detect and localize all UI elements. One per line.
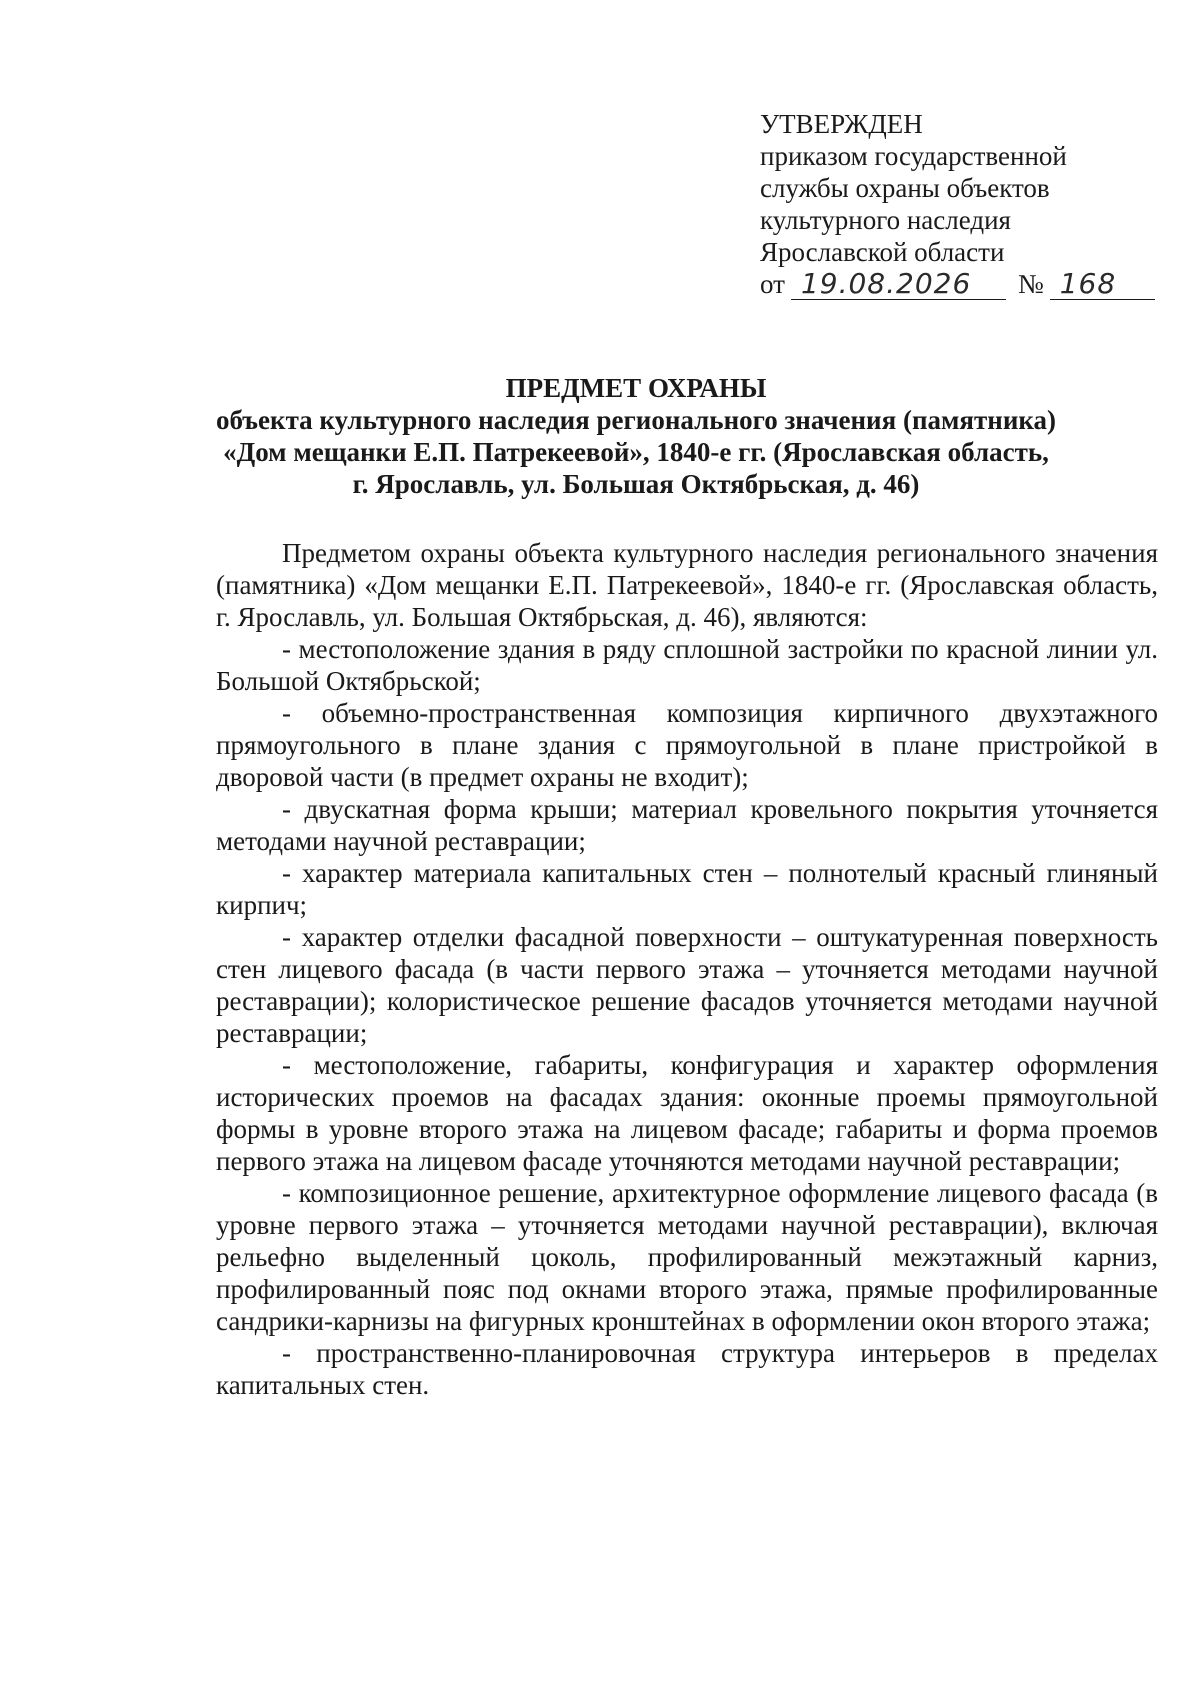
- order-number: 168: [1050, 269, 1155, 300]
- protection-item: - объемно-пространственная композиция кирпичного двухэтажного прямоугольного в плане здания с прямоугольной в плане пристройкой в дворовой части (в предмет охраны не входит);: [216, 698, 1158, 792]
- heading-line: объекта культурного наследия регионального значения (памятника): [215, 405, 1057, 435]
- protection-item: - двускатная форма крыши; материал кровельного покрытия уточняется методами научной реставрации;: [216, 794, 1158, 856]
- number-sign: №: [1017, 269, 1044, 299]
- heading-title: ПРЕДМЕТ ОХРАНЫ: [505, 373, 767, 403]
- protection-item: - характер отделки фасадной поверхности – оштукатуренная поверхность стен лицевого фасада (в части первого этажа – уточняется методами научной реставрации); колористическое решение фасадов уточняется методами научной реставрации;: [216, 922, 1158, 1048]
- approval-line: культурного наследия: [760, 205, 1011, 235]
- heading-line: г. Ярославль, ул. Большая Октябрьская, д. 46): [352, 469, 920, 499]
- document-body: [216, 537, 1158, 1401]
- heading-line: «Дом мещанки Е.П. Патрекеевой», 1840-е гг. (Ярославская область,: [223, 437, 1049, 467]
- protection-item: - характер материала капитальных стен – полнотелый красный глиняный кирпич;: [216, 858, 1158, 920]
- approval-line: службы охраны объектов: [760, 173, 1050, 203]
- date-prefix: от: [760, 269, 785, 299]
- document-heading: [200, 372, 1072, 500]
- order-date: 19.08.2026: [791, 269, 1006, 300]
- approval-title: УТВЕРЖДЕН: [760, 109, 923, 139]
- order-date-number-row: [760, 268, 1160, 300]
- protection-item: - композиционное решение, архитектурное оформление лицевого фасада (в уровне первого этажа – уточняется методами научной реставрации), включая рельефно выделенный цоколь, профилированный межэтажный карниз, профилированный пояс под окнами второго этажа, прямые профилированные сандрики-карнизы на фигурных кронштейнах в оформлении окон второго этажа;: [216, 1178, 1158, 1336]
- protection-item: - местоположение здания в ряду сплошной застройки по красной линии ул. Большой Октябрьской;: [216, 634, 1158, 696]
- protection-item: - пространственно-планировочная структура интерьеров в пределах капитальных стен.: [216, 1338, 1158, 1400]
- approval-line: Ярославской области: [760, 237, 1005, 267]
- approval-line: приказом государственной: [760, 141, 1067, 171]
- protection-item: - местоположение, габариты, конфигурация и характер оформления исторических проемов на фасадах здания: оконные проемы прямоугольной формы в уровне второго этажа на лицевом фасаде; габариты и форма проемов первого этажа на лицевом фасаде уточняются методами научной реставрации;: [216, 1050, 1158, 1176]
- approval-block: [760, 108, 1160, 300]
- intro-paragraph: Предметом охраны объекта культурного наследия регионального значения (памятника) «Дом мещанки Е.П. Патрекеевой», 1840-е гг. (Ярославская область, г. Ярославль, ул. Большая Октябрьская, д. 46), являются:: [216, 538, 1158, 632]
